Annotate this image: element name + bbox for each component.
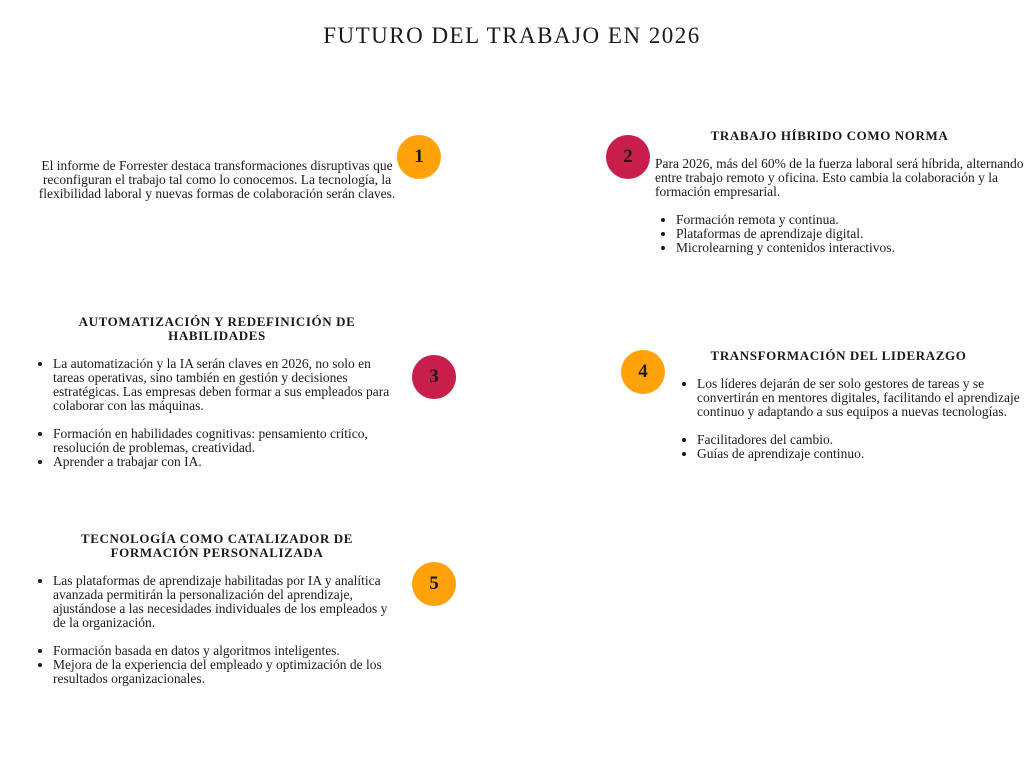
section-hybrid-work bbox=[655, 129, 1024, 255]
step-badge-1: 1 bbox=[397, 135, 441, 179]
spacer bbox=[676, 419, 1021, 433]
section-leadership bbox=[676, 349, 1021, 461]
intro-text: El informe de Forrester destaca transformaciones disruptivas que reconfiguran el trabajo tal como lo conocemos. La tecnología, la flexibilidad laboral y nuevas formas de colaboración serán claves. bbox=[38, 158, 396, 201]
list-item: • Formación en habilidades cognitivas: pensamiento crítico, resolución de problemas, creatividad. bbox=[53, 427, 402, 455]
spacer bbox=[32, 343, 402, 357]
spacer bbox=[655, 143, 1024, 157]
list-item: • Plataformas de aprendizaje digital. bbox=[676, 227, 1024, 241]
list-item: • Microlearning y contenidos interactivos. bbox=[676, 241, 1024, 255]
section-automation bbox=[32, 315, 402, 469]
list-item: • Guías de aprendizaje continuo. bbox=[697, 447, 1021, 461]
list-item: • Formación basada en datos y algoritmos inteligentes. bbox=[53, 644, 402, 658]
bullet-list bbox=[676, 377, 1021, 419]
list-item: • Facilitadores del cambio. bbox=[697, 433, 1021, 447]
heading-line: FORMACIÓN PERSONALIZADA bbox=[110, 545, 324, 560]
bullet-list bbox=[32, 574, 402, 630]
bullet-list bbox=[655, 213, 1024, 255]
bullet-list bbox=[32, 427, 402, 469]
heading-line: HABILIDADES bbox=[168, 328, 266, 343]
bullet-list bbox=[32, 357, 402, 413]
list-item: • Formación remota y continua. bbox=[676, 213, 1024, 227]
list-item: • Mejora de la experiencia del empleado y optimización de los resultados organizacionales. bbox=[53, 658, 402, 686]
page-title: FUTURO DEL TRABAJO EN 2026 bbox=[323, 23, 701, 48]
step-badge-3: 3 bbox=[412, 355, 456, 399]
list-item: • Aprender a trabajar con IA. bbox=[53, 455, 402, 469]
list-item: • Los líderes dejarán de ser solo gestores de tareas y se convertirán en mentores digitales, facilitando el aprendizaje continuo y adaptando a sus equipos a nuevas tecnologías. bbox=[697, 377, 1021, 419]
spacer bbox=[32, 630, 402, 644]
list-item: • La automatización y la IA serán claves en 2026, no solo en tareas operativas, sino también en gestión y decisiones estratégicas. Las empresas deben formar a sus empleados para colaborar con las máquinas. bbox=[53, 357, 402, 413]
section-heading: TRABAJO HÍBRIDO COMO NORMA bbox=[710, 128, 949, 143]
spacer bbox=[32, 560, 402, 574]
intro-block bbox=[36, 159, 398, 201]
spacer bbox=[32, 413, 402, 427]
section-heading bbox=[32, 532, 402, 560]
bullet-list bbox=[32, 644, 402, 686]
section-text: Para 2026, más del 60% de la fuerza laboral será híbrida, alternando entre trabajo remoto y oficina. Esto cambia la colaboración y la formación empresarial. bbox=[655, 156, 1024, 199]
bullet-list bbox=[676, 433, 1021, 461]
spacer bbox=[676, 363, 1021, 377]
heading-line: TECNOLOGÍA COMO CATALIZADOR DE bbox=[80, 531, 354, 546]
section-heading: TRANSFORMACIÓN DEL LIDERAZGO bbox=[710, 348, 967, 363]
list-item: • Las plataformas de aprendizaje habilitadas por IA y analítica avanzada permitirán la personalización del aprendizaje, ajustándose a las necesidades individuales de los empleados y de la organización. bbox=[53, 574, 402, 630]
spacer bbox=[655, 199, 1024, 213]
section-heading bbox=[32, 315, 402, 343]
step-badge-4: 4 bbox=[621, 350, 665, 394]
section-technology bbox=[32, 532, 402, 686]
step-badge-5: 5 bbox=[412, 562, 456, 606]
heading-line: AUTOMATIZACIÓN Y REDEFINICIÓN DE bbox=[78, 314, 356, 329]
step-badge-2: 2 bbox=[606, 135, 650, 179]
